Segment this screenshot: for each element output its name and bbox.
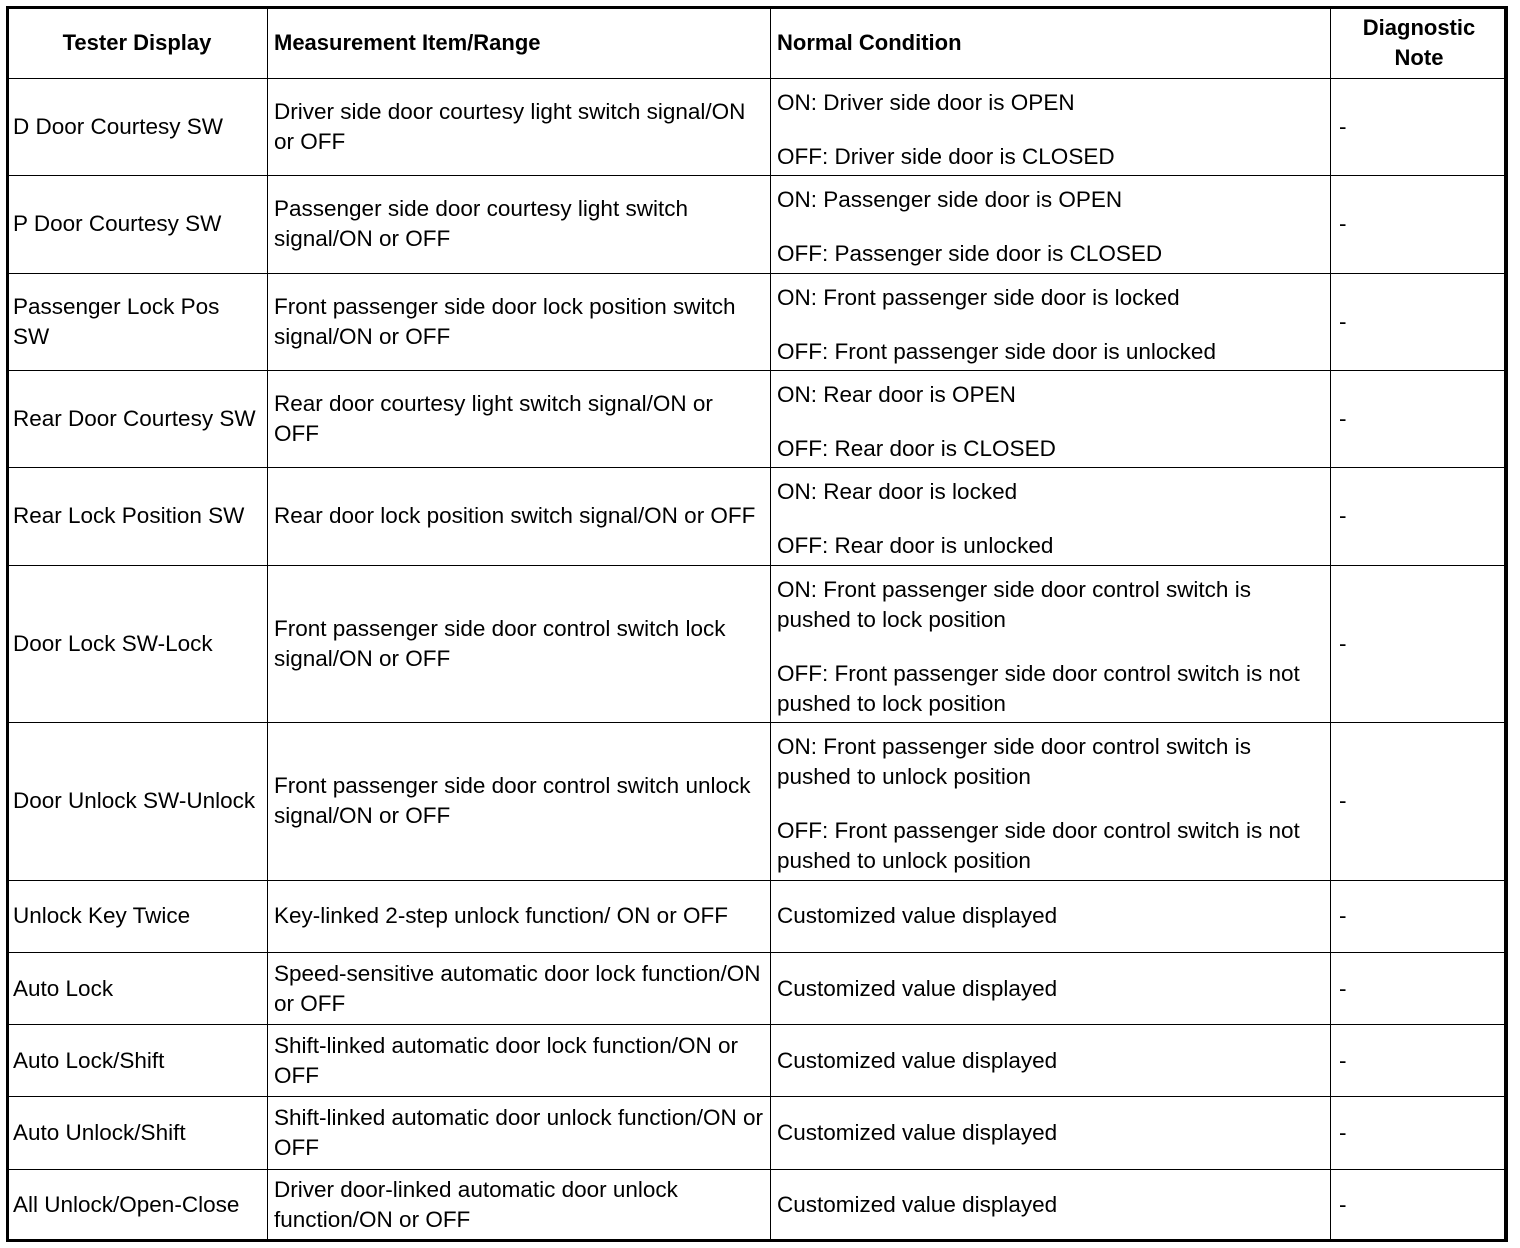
measurement-cell: Passenger side door courtesy light switch signal/ON or OFF [268, 176, 771, 273]
condition-off: OFF: Rear door is unlocked [777, 533, 1054, 559]
condition-on: ON: Rear door is OPEN [777, 381, 1016, 407]
diagnostic-note-cell: - [1331, 1169, 1508, 1241]
diagnostic-note-cell: - [1331, 79, 1508, 176]
header-normal-condition: Normal Condition [771, 7, 1331, 79]
diagnostic-note-cell: - [1331, 952, 1508, 1024]
measurement-cell: Shift-linked automatic door unlock function/ON or OFF [268, 1097, 771, 1169]
tester-display-cell: Door Lock SW-Lock [7, 565, 268, 723]
normal-condition-cell: Customized value displayed [771, 952, 1331, 1024]
diagnostic-note-cell: - [1331, 273, 1508, 370]
measurement-cell: Shift-linked automatic door lock function/ON or OFF [268, 1025, 771, 1097]
condition-off: OFF: Front passenger side door control switch is not pushed to lock position [777, 660, 1300, 716]
diagnostic-note-cell: - [1331, 1097, 1508, 1169]
measurement-cell: Front passenger side door lock position switch signal/ON or OFF [268, 273, 771, 370]
tester-display-cell: Auto Unlock/Shift [7, 1097, 268, 1169]
diagnostic-note-cell: - [1331, 468, 1508, 565]
tester-display-cell: All Unlock/Open-Close [7, 1169, 268, 1241]
table-outer-border [6, 6, 1507, 1242]
tester-display-cell: Passenger Lock Pos SW [7, 273, 268, 370]
condition-off: OFF: Front passenger side door control switch is not pushed to unlock position [777, 818, 1300, 874]
condition-on: ON: Passenger side door is OPEN [777, 187, 1123, 213]
measurement-cell: Driver door-linked automatic door unlock function/ON or OFF [268, 1169, 771, 1241]
condition-on: ON: Front passenger side door control switch is pushed to lock position [777, 576, 1251, 632]
condition-on: ON: Front passenger side door is locked [777, 284, 1180, 310]
measurement-cell: Key-linked 2-step unlock function/ ON or OFF [268, 880, 771, 952]
normal-condition-cell: Customized value displayed [771, 1025, 1331, 1097]
measurement-cell: Rear door courtesy light switch signal/ON or OFF [268, 370, 771, 467]
tester-display-cell: D Door Courtesy SW [7, 79, 268, 176]
diagnostic-note-cell: - [1331, 565, 1508, 723]
condition-off: OFF: Passenger side door is CLOSED [777, 241, 1163, 267]
diagnostic-note-cell: - [1331, 370, 1508, 467]
header-measurement: Measurement Item/Range [268, 7, 771, 79]
tester-display-cell: P Door Courtesy SW [7, 176, 268, 273]
tester-display-cell: Unlock Key Twice [7, 880, 268, 952]
diagnostic-note-cell: - [1331, 723, 1508, 881]
tester-display-cell: Rear Door Courtesy SW [7, 370, 268, 467]
tester-display-cell: Auto Lock [7, 952, 268, 1024]
normal-condition-cell: Customized value displayed [771, 1169, 1331, 1241]
header-tester-display: Tester Display [7, 7, 268, 79]
condition-on: ON: Rear door is locked [777, 479, 1018, 505]
measurement-cell: Driver side door courtesy light switch signal/ON or OFF [268, 79, 771, 176]
condition-off: OFF: Front passenger side door is unlocked [777, 338, 1216, 364]
condition-off: OFF: Driver side door is CLOSED [777, 144, 1115, 169]
diagnostic-note-cell: - [1331, 880, 1508, 952]
normal-condition-cell: Customized value displayed [771, 1097, 1331, 1169]
tester-display-cell: Auto Lock/Shift [7, 1025, 268, 1097]
diagnostic-note-cell: - [1331, 176, 1508, 273]
measurement-cell: Speed-sensitive automatic door lock function/ON or OFF [268, 952, 771, 1024]
tester-display-cell: Door Unlock SW-Unlock [7, 723, 268, 881]
condition-on: ON: Front passenger side door control switch is pushed to unlock position [777, 734, 1251, 790]
diagnostic-note-cell: - [1331, 1025, 1508, 1097]
header-diagnostic-note: Diagnostic Note [1331, 7, 1508, 79]
condition-on: ON: Driver side door is OPEN [777, 90, 1075, 115]
measurement-cell: Front passenger side door control switch unlock signal/ON or OFF [268, 723, 771, 881]
tester-display-cell: Rear Lock Position SW [7, 468, 268, 565]
condition-off: OFF: Rear door is CLOSED [777, 435, 1056, 461]
measurement-cell: Rear door lock position switch signal/ON or OFF [268, 468, 771, 565]
normal-condition-cell: Customized value displayed [771, 880, 1331, 952]
measurement-cell: Front passenger side door control switch lock signal/ON or OFF [268, 565, 771, 723]
